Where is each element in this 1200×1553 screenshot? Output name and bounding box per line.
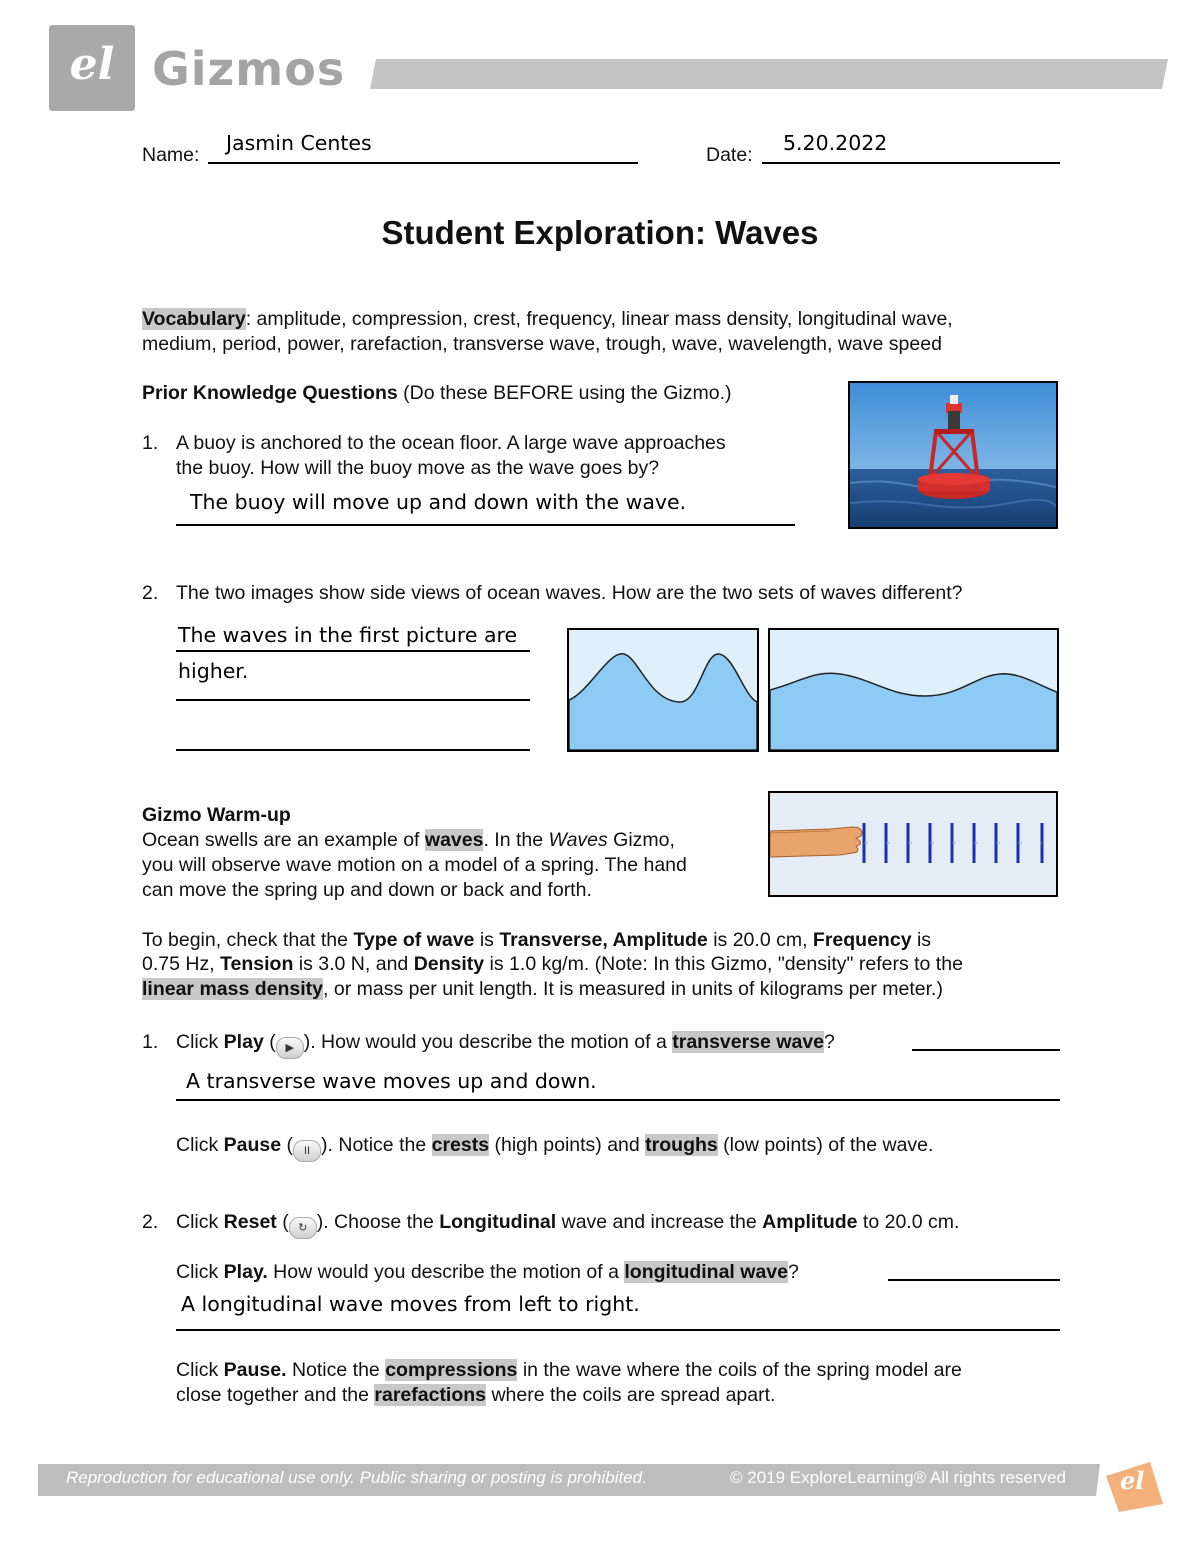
q2-number: 2.	[142, 1211, 159, 1233]
prior-q1-answer[interactable]: The buoy will move up and down with the wave.	[190, 490, 687, 514]
term-linear-mass-density: linear mass density	[142, 978, 324, 1000]
prior-q2-underline-1	[176, 650, 530, 652]
date-value[interactable]: 5.20.2022	[783, 131, 888, 155]
name-label: Name:	[142, 144, 200, 166]
gizmos-logo-mark	[49, 25, 135, 111]
prior-q2-text: The two images show side views of ocean waves. How are the two sets of waves different?	[176, 582, 963, 604]
warmup-p2-line-1: To begin, check that the Type of wave is Transverse, Amplitude is 20.0 cm, Frequency is	[142, 929, 932, 951]
name-underline	[208, 162, 638, 164]
warmup-p1-line-3: can move the spring up and down or back and forth.	[142, 879, 592, 901]
term-transverse-wave: transverse wave	[672, 1031, 825, 1053]
footer-disclaimer: Reproduction for educational use only. Public sharing or posting is prohibited.	[66, 1468, 647, 1487]
q1-text: Click Play ( ▶ ). How would you describe the motion of a transverse wave?	[176, 1030, 835, 1059]
warmup-p2-line-3: linear mass density, or mass per unit length. It is measured in units of kilograms per meter.)	[142, 978, 943, 1000]
spring-hand-image	[768, 791, 1058, 897]
play-icon[interactable]: ▶	[276, 1037, 304, 1059]
term-compressions: compressions	[385, 1359, 518, 1381]
vocabulary-line-1: Vocabulary: amplitude, compression, crest, frequency, linear mass density, longitudinal wave,	[142, 308, 953, 330]
date-label: Date:	[706, 144, 753, 166]
q2-pause-line-1: Click Pause. Notice the compressions in the wave where the coils of the spring model are	[176, 1359, 962, 1381]
prior-q1-answer-line	[176, 524, 795, 526]
footer-logo-mark: el	[1120, 1466, 1145, 1495]
logo-mark-text: el	[69, 39, 115, 90]
vocabulary-label: Vocabulary	[142, 308, 246, 330]
header-decor-bar	[370, 59, 1168, 89]
low-waves-image	[768, 628, 1059, 752]
vocabulary-line-2: medium, period, power, rarefaction, transverse wave, trough, wave, wavelength, wave speed	[142, 333, 942, 355]
prior-heading: Prior Knowledge Questions (Do these BEFORE using the Gizmo.)	[142, 382, 732, 404]
footer-copyright: © 2019 ExploreLearning® All rights reserved	[730, 1468, 1066, 1487]
prior-q2-answer-line-2[interactable]: higher.	[178, 659, 249, 683]
q1-pause-text: Click Pause ( II ). Notice the crests (high points) and troughs (low points) of the wave.	[176, 1133, 933, 1162]
q1-inline-underline	[912, 1049, 1060, 1051]
q2-pause-line-2: close together and the rarefactions where the coils are spread apart.	[176, 1384, 776, 1406]
warmup-p2-line-2: 0.75 Hz, Tension is 3.0 N, and Density is 1.0 kg/m. (Note: In this Gizmo, "density" refers to the	[142, 953, 963, 975]
pause-icon[interactable]: II	[293, 1140, 321, 1162]
prior-q2-answer-line-1[interactable]: The waves in the first picture are	[178, 623, 518, 647]
q1-number: 1.	[142, 1031, 159, 1053]
prior-q1-number: 1.	[142, 432, 159, 454]
tall-waves-image	[567, 628, 759, 752]
prior-q2-number: 2.	[142, 582, 159, 604]
prior-q1-line-1: A buoy is anchored to the ocean floor. A large wave approaches	[176, 432, 726, 454]
term-troughs: troughs	[645, 1134, 718, 1156]
prior-q1-line-2: the buoy. How will the buoy move as the wave goes by?	[176, 457, 660, 479]
q1-answer-line	[176, 1099, 1060, 1101]
q2-inline-underline	[888, 1279, 1060, 1281]
page-title: Student Exploration: Waves	[381, 214, 819, 251]
q2-answer[interactable]: A longitudinal wave moves from left to right.	[181, 1292, 640, 1316]
term-longitudinal-wave: longitudinal wave	[624, 1261, 788, 1283]
prior-q2-underline-3	[176, 749, 530, 751]
q2-text: Click Reset ( ↻ ). Choose the Longitudinal wave and increase the Amplitude to 20.0 cm.	[176, 1210, 959, 1239]
q2-answer-line	[176, 1329, 1060, 1331]
name-value[interactable]: Jasmin Centes	[226, 131, 372, 155]
q1-answer[interactable]: A transverse wave moves up and down.	[186, 1069, 597, 1093]
buoy-image	[848, 381, 1058, 529]
warmup-heading: Gizmo Warm-up	[142, 804, 291, 826]
date-underline	[762, 162, 1060, 164]
gizmos-brand-name: Gizmos	[152, 42, 346, 96]
reset-icon[interactable]: ↻	[289, 1217, 317, 1239]
term-waves: waves	[424, 829, 484, 851]
term-rarefactions: rarefactions	[374, 1384, 487, 1406]
warmup-p1-line-2: you will observe wave motion on a model of a spring. The hand	[142, 854, 687, 876]
term-crests: crests	[431, 1134, 490, 1156]
prior-q2-underline-2	[176, 699, 530, 701]
q2-play-text: Click Play. How would you describe the motion of a longitudinal wave?	[176, 1261, 799, 1283]
warmup-p1-line-1: Ocean swells are an example of waves. In the Waves Gizmo,	[142, 829, 675, 851]
